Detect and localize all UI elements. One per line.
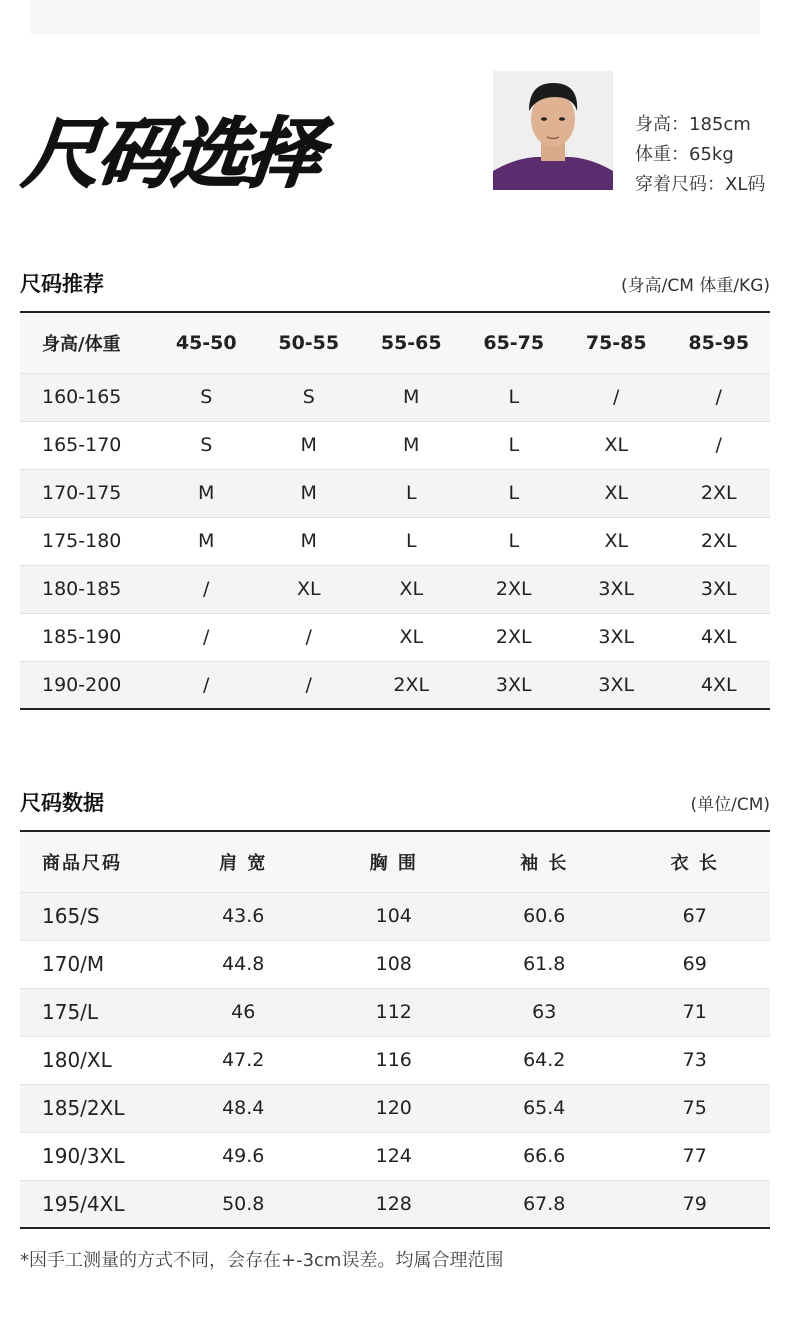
- table-row: [20, 1036, 770, 1084]
- recommend-cell: M: [300, 434, 317, 456]
- recommend-row-label: 165-170: [42, 434, 122, 456]
- size-data-unit: (单位/CM): [690, 795, 770, 815]
- size-data-cell: 43.6: [222, 905, 265, 927]
- size-data-row-label: 170/M: [42, 952, 105, 976]
- size-data-header-cell: 商品尺码: [42, 852, 122, 874]
- recommend-cell: M: [198, 482, 215, 504]
- size-data-cell: 44.8: [222, 953, 265, 975]
- size-data-cell: 71: [682, 1001, 707, 1023]
- size-data-header-cell: 肩 宽: [219, 852, 268, 874]
- recommend-cell: XL: [604, 434, 629, 456]
- size-data-cell: 77: [682, 1145, 707, 1167]
- size-data-header-cell: 衣 长: [670, 852, 719, 874]
- recommend-cell: XL: [604, 530, 629, 552]
- size-data-cell: 75: [682, 1097, 707, 1119]
- size-data-cell: 65.4: [523, 1097, 566, 1119]
- recommend-cell: L: [405, 530, 417, 552]
- recommend-cell: /: [715, 434, 722, 456]
- table-row: [20, 613, 770, 661]
- size-data-cell: 66.6: [523, 1145, 566, 1167]
- recommend-cell: /: [203, 578, 210, 600]
- recommend-cell: 2XL: [495, 626, 532, 648]
- size-data-cell: 128: [375, 1192, 412, 1215]
- footnote: *因手工测量的方式不同，会存在+-3cm误差。均属合理范围: [20, 1250, 504, 1271]
- recommend-cell: /: [203, 673, 210, 696]
- recommend-cell: S: [200, 386, 213, 408]
- recommend-cell: L: [508, 482, 520, 504]
- size-data-row-label: 180/XL: [42, 1048, 112, 1072]
- size-data-cell: 47.2: [222, 1049, 265, 1071]
- recommend-cell: L: [508, 530, 520, 552]
- recommend-cell: 2XL: [393, 673, 430, 696]
- recommend-cell: M: [300, 530, 317, 552]
- size-data-cell: 67.8: [523, 1192, 566, 1215]
- recommend-cell: 3XL: [495, 673, 532, 696]
- table-row: [20, 1132, 770, 1180]
- recommend-cell: S: [302, 386, 315, 408]
- recommend-cell: M: [198, 530, 215, 552]
- size-recommend-table: [20, 311, 770, 710]
- size-data-cell: 124: [375, 1145, 412, 1167]
- size-data-cell: 73: [682, 1049, 707, 1071]
- table-row: [20, 373, 770, 421]
- table-row: [20, 940, 770, 988]
- size-data-cell: 116: [375, 1049, 412, 1071]
- recommend-row-label: 190-200: [42, 673, 122, 696]
- size-data-title: 尺码数据: [20, 791, 104, 815]
- recommend-cell: 4XL: [700, 673, 737, 696]
- size-data-cell: 112: [375, 1001, 412, 1023]
- table-header-row: [20, 312, 770, 373]
- recommend-cell: XL: [296, 578, 321, 600]
- size-data-row-label: 185/2XL: [42, 1096, 125, 1120]
- size-data-cell: 69: [682, 953, 707, 975]
- size-data-cell: 61.8: [523, 953, 566, 975]
- size-data-row-label: 190/3XL: [42, 1144, 125, 1168]
- table-row: [20, 565, 770, 613]
- model-height: 身高：185cm: [635, 114, 751, 135]
- recommend-cell: 3XL: [598, 626, 635, 648]
- recommend-cell: 3XL: [700, 578, 737, 600]
- recommend-cell: XL: [604, 482, 629, 504]
- size-data-cell: 79: [682, 1192, 707, 1215]
- size-data-cell: 50.8: [222, 1192, 265, 1215]
- size-data-cell: 49.6: [222, 1145, 265, 1167]
- top-banner-strip: [30, 0, 760, 34]
- size-data-cell: 108: [375, 953, 412, 975]
- recommend-cell: 3XL: [598, 673, 635, 696]
- size-data-cell: 46: [231, 1001, 256, 1023]
- table-row: [20, 1180, 770, 1228]
- recommend-cell: M: [403, 386, 420, 408]
- recommend-row-label: 170-175: [42, 482, 122, 504]
- table-row: [20, 421, 770, 469]
- recommend-cell: 2XL: [495, 578, 532, 600]
- recommend-row-label: 180-185: [42, 578, 122, 600]
- table-row: [20, 988, 770, 1036]
- recommend-unit: (身高/CM 体重/KG): [621, 276, 770, 296]
- recommend-cell: 2XL: [700, 530, 737, 552]
- table-row: [20, 1084, 770, 1132]
- recommend-cell: /: [305, 673, 312, 696]
- size-data-header-cell: 袖 长: [520, 852, 569, 874]
- recommend-header-cell: 75-85: [585, 331, 647, 354]
- recommend-header-cell: 身高/体重: [42, 333, 121, 355]
- size-data-row-label: 195/4XL: [42, 1191, 125, 1216]
- recommend-title: 尺码推荐: [20, 272, 104, 296]
- recommend-cell: L: [508, 386, 520, 408]
- recommend-header-cell: 85-95: [688, 331, 750, 354]
- recommend-cell: /: [715, 386, 722, 408]
- recommend-cell: L: [405, 482, 417, 504]
- size-data-cell: 63: [532, 1001, 557, 1023]
- size-data-cell: 64.2: [523, 1049, 566, 1071]
- page-title: 尺码选择: [19, 109, 325, 198]
- model-size: 穿着尺码：XL码: [635, 174, 766, 195]
- recommend-cell: /: [305, 626, 312, 648]
- recommend-header-cell: 65-75: [483, 331, 545, 354]
- recommend-cell: S: [200, 434, 213, 456]
- table-row: [20, 469, 770, 517]
- recommend-header-cell: 55-65: [380, 331, 442, 354]
- table-header-row: [20, 831, 770, 892]
- table-row: [20, 517, 770, 565]
- size-data-cell: 48.4: [222, 1097, 265, 1119]
- size-data-header-cell: 胸 围: [369, 852, 418, 874]
- recommend-cell: 2XL: [700, 482, 737, 504]
- recommend-cell: XL: [399, 578, 424, 600]
- size-data-cell: 60.6: [523, 905, 566, 927]
- recommend-header-cell: 50-55: [278, 331, 340, 354]
- size-data-table: [20, 830, 770, 1229]
- model-info: [635, 110, 765, 200]
- recommend-cell: /: [613, 386, 620, 408]
- size-data-cell: 67: [682, 905, 707, 927]
- recommend-cell: XL: [399, 626, 424, 648]
- recommend-cell: M: [403, 434, 420, 456]
- recommend-cell: 3XL: [598, 578, 635, 600]
- model-portrait-image: [493, 71, 613, 190]
- size-data-row-label: 165/S: [42, 904, 100, 928]
- recommend-cell: /: [203, 626, 210, 648]
- recommend-cell: L: [508, 434, 520, 456]
- recommend-header-cell: 45-50: [175, 331, 237, 354]
- size-data-cell: 104: [375, 905, 412, 927]
- recommend-row-label: 175-180: [42, 530, 122, 552]
- size-data-row-label: 175/L: [42, 1000, 99, 1024]
- recommend-cell: 4XL: [700, 626, 737, 648]
- recommend-cell: M: [300, 482, 317, 504]
- table-row: [20, 661, 770, 709]
- recommend-row-label: 185-190: [42, 626, 122, 648]
- model-weight: 体重：65kg: [635, 144, 734, 165]
- table-row: [20, 892, 770, 940]
- recommend-row-label: 160-165: [42, 386, 122, 408]
- model-photo: [493, 71, 613, 190]
- size-data-cell: 120: [375, 1097, 412, 1119]
